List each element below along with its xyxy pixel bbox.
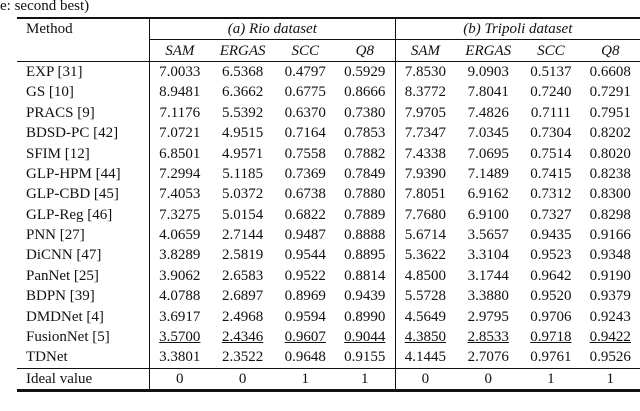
metric-value-cell	[276, 306, 335, 326]
metric-value: 2.4346	[221, 329, 264, 346]
metric-value-cell	[455, 82, 521, 102]
metric-value-cell	[210, 245, 276, 265]
metric-value-cell	[276, 327, 335, 347]
metric-value: 7.1489	[467, 165, 509, 182]
ideal-value-cell: 1	[361, 370, 369, 387]
metric-value-cell	[335, 347, 395, 368]
metric-value-cell	[210, 306, 276, 326]
metric-value: 0.7111	[530, 104, 571, 121]
metric-value: 4.0788	[159, 288, 201, 305]
metric-value-cell	[395, 266, 455, 286]
metric-value: 4.8500	[404, 267, 447, 284]
metric-value: 0.7327	[530, 206, 572, 223]
metric-value-cell	[455, 164, 521, 184]
metric-value: 5.0372	[221, 186, 264, 203]
metric-value-cell	[455, 225, 521, 245]
metric-value: 0.5137	[530, 63, 572, 80]
metric-value-cell	[335, 103, 395, 123]
method-name: DMDNet [4]	[26, 308, 104, 325]
table-row	[17, 205, 640, 225]
metric-value: 7.9705	[404, 104, 447, 121]
metric-value-cell	[395, 347, 455, 368]
metric-value-cell	[276, 61, 335, 82]
metric-value-cell	[335, 286, 395, 306]
metric-value: 6.3662	[221, 84, 264, 101]
ideal-value-cell: 0	[395, 368, 455, 390]
method-name: BDPN [39]	[26, 288, 95, 305]
metric-value-cell	[521, 225, 580, 245]
metric-value-cell	[521, 143, 580, 163]
metric-value-cell	[150, 205, 210, 225]
metric-value: 0.7380	[344, 104, 386, 121]
metric-value-cell	[276, 205, 335, 225]
metric-value-cell	[521, 164, 580, 184]
metric-value-cell	[581, 347, 640, 368]
metric-value-cell	[395, 184, 455, 204]
metric-value: 4.9515	[221, 125, 264, 142]
metric-value-cell	[455, 123, 521, 143]
metric-value: 6.5368	[221, 63, 264, 80]
metric-value-cell	[521, 266, 580, 286]
metric-value: 0.7291	[589, 84, 631, 101]
metric-value-cell	[521, 347, 580, 368]
metric-value-cell	[276, 266, 335, 286]
metric-value-cell	[150, 306, 210, 326]
metric-value: 0.8888	[344, 227, 386, 244]
metric-value-cell	[395, 286, 455, 306]
metric-value: 0.7240	[530, 84, 572, 101]
metric-header-rio-scc: SCC	[291, 42, 320, 59]
metric-value-cell	[210, 205, 276, 225]
metric-value-cell	[395, 143, 455, 163]
metric-value: 8.9481	[159, 84, 201, 101]
metric-value-cell	[150, 82, 210, 102]
metric-value: 3.5657	[467, 227, 509, 244]
metric-value: 0.9348	[589, 247, 631, 264]
metric-value-cell	[521, 123, 580, 143]
metric-value-cell	[521, 184, 580, 204]
metric-value: 7.0695	[467, 145, 509, 162]
metric-value: 0.7558	[284, 145, 326, 162]
metric-value: 4.1445	[404, 349, 447, 366]
metric-value: 0.8814	[344, 267, 386, 284]
metric-value: 5.0154	[221, 206, 264, 223]
metric-value: 7.7680	[404, 206, 447, 223]
metric-value: 0.9487	[284, 227, 326, 244]
metric-value: 0.7849	[344, 165, 386, 182]
metric-value: 7.8051	[404, 186, 447, 203]
metric-value-cell	[395, 245, 455, 265]
metric-value-cell	[395, 225, 455, 245]
metric-value-cell	[581, 164, 640, 184]
metric-value-cell	[150, 61, 210, 82]
method-name: GS [10]	[26, 84, 74, 101]
metric-value-cell	[521, 205, 580, 225]
metric-value: 4.5649	[404, 308, 447, 325]
table-row	[17, 61, 640, 82]
metric-value: 0.9526	[589, 349, 631, 366]
metric-value-cell	[395, 61, 455, 82]
method-name: EXP [31]	[26, 63, 83, 80]
metric-value-cell	[210, 225, 276, 245]
metric-value-cell	[395, 123, 455, 143]
metric-value: 3.1744	[467, 267, 509, 284]
metric-value: 3.5700	[159, 329, 201, 346]
metric-header-rio-ergas: ERGAS	[219, 42, 266, 59]
metric-value: 7.3275	[159, 206, 201, 223]
metric-value-cell	[581, 306, 640, 326]
metric-value-cell	[521, 103, 580, 123]
metric-value-cell	[395, 164, 455, 184]
metric-value-cell	[210, 103, 276, 123]
metric-value: 0.9243	[589, 308, 631, 325]
metric-value: 0.9155	[344, 349, 386, 366]
metric-value-cell	[335, 61, 395, 82]
metric-value-cell	[276, 82, 335, 102]
metric-value: 0.7951	[589, 104, 631, 121]
metric-value-cell	[276, 245, 335, 265]
metric-value-cell	[150, 327, 210, 347]
metric-value-cell	[335, 184, 395, 204]
results-table-body	[17, 61, 640, 368]
metric-value: 7.9390	[404, 165, 447, 182]
metric-value-cell	[455, 245, 521, 265]
metric-value-cell	[276, 123, 335, 143]
metric-value-cell	[455, 61, 521, 82]
metric-value-cell	[335, 143, 395, 163]
metric-value: 5.6714	[404, 227, 447, 244]
metric-header-tripoli-q8: Q8	[601, 42, 620, 59]
metric-value-cell	[150, 266, 210, 286]
metric-value: 3.9062	[159, 267, 201, 284]
metric-value: 0.9642	[530, 267, 572, 284]
metric-value-cell	[210, 184, 276, 204]
metric-value: 2.4968	[221, 308, 264, 325]
metric-value-cell	[581, 103, 640, 123]
table-row	[17, 164, 640, 184]
metric-value: 0.9607	[284, 329, 326, 346]
metric-value: 0.9523	[530, 247, 572, 264]
metric-value: 7.2994	[159, 165, 201, 182]
metric-value: 7.4338	[404, 145, 447, 162]
metric-value-cell	[335, 245, 395, 265]
metric-value: 0.5929	[344, 63, 386, 80]
metric-header-rio-q8: Q8	[355, 42, 374, 59]
metric-value-cell	[455, 103, 521, 123]
metric-value-cell	[210, 327, 276, 347]
metric-value-cell	[581, 225, 640, 245]
metric-value-cell	[210, 61, 276, 82]
metric-value: 5.5728	[404, 288, 447, 305]
metric-value: 5.5392	[221, 104, 264, 121]
metric-value-cell	[210, 143, 276, 163]
metric-value: 4.9571	[221, 145, 264, 162]
metric-value: 0.8298	[589, 206, 631, 223]
method-name: SFIM [12]	[26, 145, 90, 162]
metric-value-cell	[210, 347, 276, 368]
metric-value-cell	[581, 184, 640, 204]
method-name: TDNet	[26, 349, 68, 366]
metric-value-cell	[395, 82, 455, 102]
metric-value-cell	[581, 327, 640, 347]
metric-value: 3.3104	[467, 247, 509, 264]
metric-value-cell	[455, 286, 521, 306]
metric-value-cell	[581, 61, 640, 82]
metric-value: 0.9435	[530, 227, 572, 244]
metric-value-cell	[455, 205, 521, 225]
metric-value: 0.7164	[284, 125, 326, 142]
metric-value-cell	[455, 184, 521, 204]
metric-value-cell	[581, 123, 640, 143]
table-caption-fragment: e: second best)	[0, 0, 90, 14]
metric-value-cell	[210, 266, 276, 286]
method-name: PRACS [9]	[26, 104, 95, 121]
metric-value-cell	[581, 82, 640, 102]
metric-header-tripoli-ergas: ERGAS	[465, 42, 512, 59]
metric-value: 0.8020	[589, 145, 631, 162]
metric-value-cell	[521, 286, 580, 306]
metric-value: 0.8300	[589, 186, 631, 203]
table-row	[17, 82, 640, 102]
metric-value: 7.7347	[404, 125, 447, 142]
ideal-value-cell: 0	[150, 368, 210, 390]
ideal-value-cell: 1	[301, 370, 310, 387]
metric-value: 0.7882	[344, 145, 386, 162]
metric-value: 5.3622	[404, 247, 447, 264]
metric-value: 0.8969	[284, 288, 326, 305]
metric-value: 0.6738	[284, 186, 326, 203]
ideal-value-cell: 1	[547, 370, 555, 387]
metric-value: 2.8533	[467, 329, 509, 346]
metric-value-cell	[210, 164, 276, 184]
metric-value-cell	[455, 266, 521, 286]
metric-value-cell	[150, 143, 210, 163]
ideal-value-cell: 0	[484, 370, 492, 387]
metric-header-tripoli-sam: SAM	[395, 40, 455, 61]
metric-value: 0.7415	[530, 165, 572, 182]
ideal-value-row	[17, 368, 640, 390]
metric-value-cell	[150, 103, 210, 123]
metric-value: 2.6583	[221, 267, 264, 284]
metric-value: 0.7514	[530, 145, 572, 162]
method-name: DiCNN [47]	[26, 247, 102, 264]
metric-value: 0.7312	[530, 186, 572, 203]
metric-value: 6.9162	[467, 186, 509, 203]
metric-value: 2.7144	[221, 227, 264, 244]
metric-value: 0.8990	[344, 308, 386, 325]
metric-value: 8.3772	[404, 84, 447, 101]
metric-value: 4.3850	[404, 329, 447, 346]
metric-value-cell	[150, 123, 210, 143]
metric-value: 0.9044	[344, 329, 386, 346]
metric-value: 0.9718	[530, 329, 572, 346]
table-row	[17, 225, 640, 245]
metric-value-cell	[276, 143, 335, 163]
method-name: PanNet [25]	[26, 267, 99, 284]
metric-value: 7.4826	[467, 104, 509, 121]
metric-value: 7.0345	[467, 125, 509, 142]
metric-value: 0.8666	[344, 84, 386, 101]
metric-value-cell	[581, 266, 640, 286]
metric-value-cell	[455, 327, 521, 347]
method-name: GLP-Reg [46]	[26, 206, 113, 223]
metric-value: 0.9594	[284, 308, 326, 325]
metric-value: 2.6897	[221, 288, 264, 305]
metric-value: 0.9190	[589, 267, 631, 284]
rio-dataset-header: (a) Rio dataset	[150, 18, 396, 40]
metric-value: 0.9761	[530, 349, 572, 366]
metric-value-cell	[395, 205, 455, 225]
metric-header-row	[17, 40, 640, 61]
metric-value-cell	[276, 103, 335, 123]
metric-value-cell	[150, 347, 210, 368]
metric-value: 0.4797	[284, 63, 326, 80]
metric-value-cell	[455, 143, 521, 163]
metric-value-cell	[335, 82, 395, 102]
metric-value-cell	[335, 123, 395, 143]
metric-value-cell	[276, 184, 335, 204]
metric-value: 0.7880	[344, 186, 386, 203]
metric-value-cell	[276, 347, 335, 368]
metric-value: 3.3880	[467, 288, 509, 305]
metric-value-cell	[150, 184, 210, 204]
table-row	[17, 286, 640, 306]
metric-value-cell	[150, 286, 210, 306]
method-name: BDSD-PC [42]	[26, 125, 119, 142]
metric-value: 0.9522	[284, 267, 326, 284]
metric-value: 0.8895	[344, 247, 386, 264]
results-table	[17, 17, 640, 392]
metric-value: 3.6917	[159, 308, 201, 325]
metric-header-tripoli-scc: SCC	[537, 42, 565, 59]
table-row	[17, 245, 640, 265]
metric-value: 2.5819	[221, 247, 264, 264]
tripoli-dataset-header: (b) Tripoli dataset	[395, 18, 640, 40]
table-row	[17, 306, 640, 326]
method-name: GLP-HPM [44]	[26, 165, 121, 182]
metric-value-cell	[521, 306, 580, 326]
metric-value: 2.9795	[467, 308, 509, 325]
metric-value: 0.9706	[530, 308, 572, 325]
ideal-value-cell: 1	[606, 370, 615, 387]
metric-value-cell	[150, 164, 210, 184]
metric-value: 0.9166	[589, 227, 631, 244]
metric-value-cell	[521, 82, 580, 102]
metric-value: 3.3801	[159, 349, 201, 366]
ideal-value-cell: 0	[238, 370, 247, 387]
metric-value: 0.9422	[589, 329, 631, 346]
metric-value: 0.6608	[589, 63, 631, 80]
table-row	[17, 347, 640, 368]
metric-value-cell	[581, 143, 640, 163]
method-name: PNN [27]	[26, 227, 85, 244]
method-column-header-spacer	[17, 40, 150, 61]
metric-value-cell	[210, 286, 276, 306]
metric-value: 0.9544	[284, 247, 326, 264]
metric-value: 0.9439	[344, 288, 386, 305]
table-row	[17, 123, 640, 143]
metric-value-cell	[521, 61, 580, 82]
table-row	[17, 327, 640, 347]
table-row	[17, 266, 640, 286]
metric-value: 0.8238	[589, 165, 631, 182]
metric-value-cell	[210, 123, 276, 143]
metric-value: 7.0033	[159, 63, 201, 80]
metric-value-cell	[581, 286, 640, 306]
metric-value: 0.9520	[530, 288, 572, 305]
method-name: GLP-CBD [45]	[26, 186, 119, 203]
metric-value: 2.7076	[467, 349, 509, 366]
table-row	[17, 103, 640, 123]
method-name: FusionNet [5]	[26, 329, 110, 346]
metric-value: 0.6775	[284, 84, 326, 101]
metric-value: 6.9100	[467, 206, 509, 223]
table-row	[17, 184, 640, 204]
metric-value: 0.8202	[589, 125, 631, 142]
group-header-row	[17, 18, 640, 40]
metric-value-cell	[150, 245, 210, 265]
metric-value-cell	[395, 103, 455, 123]
metric-value: 0.9648	[284, 349, 326, 366]
metric-value: 7.8041	[467, 84, 509, 101]
metric-value-cell	[335, 164, 395, 184]
metric-value-cell	[276, 286, 335, 306]
metric-value-cell	[521, 245, 580, 265]
metric-value: 6.8501	[159, 145, 201, 162]
metric-value-cell	[521, 327, 580, 347]
metric-value: 5.1185	[222, 165, 263, 182]
metric-value: 0.7369	[284, 165, 326, 182]
metric-value-cell	[581, 205, 640, 225]
metric-value: 0.6370	[284, 104, 326, 121]
table-row	[17, 143, 640, 163]
metric-value: 4.0659	[159, 227, 201, 244]
metric-value-cell	[455, 347, 521, 368]
method-column-header: Method	[26, 21, 73, 38]
metric-value-cell	[335, 205, 395, 225]
metric-value: 7.4053	[159, 186, 201, 203]
metric-value-cell	[335, 327, 395, 347]
metric-value: 3.8289	[159, 247, 201, 264]
metric-value: 9.0903	[467, 63, 509, 80]
metric-value: 2.3522	[221, 349, 264, 366]
metric-value-cell	[210, 82, 276, 102]
metric-value-cell	[395, 327, 455, 347]
metric-value: 0.6822	[284, 206, 326, 223]
metric-value-cell	[581, 245, 640, 265]
metric-value: 7.0721	[159, 125, 201, 142]
metric-value-cell	[335, 225, 395, 245]
metric-value: 7.8530	[404, 63, 447, 80]
metric-value-cell	[276, 164, 335, 184]
metric-value: 0.7853	[344, 125, 386, 142]
metric-value-cell	[276, 225, 335, 245]
metric-value-cell	[455, 306, 521, 326]
metric-value-cell	[395, 306, 455, 326]
metric-value: 0.7889	[344, 206, 386, 223]
ideal-value-label: Ideal value	[26, 370, 93, 387]
metric-value: 7.1176	[159, 104, 201, 121]
metric-value: 0.9379	[589, 288, 631, 305]
metric-header-rio-sam: SAM	[150, 40, 210, 61]
metric-value-cell	[335, 306, 395, 326]
metric-value-cell	[335, 266, 395, 286]
metric-value: 0.7304	[530, 125, 572, 142]
metric-value-cell	[150, 225, 210, 245]
